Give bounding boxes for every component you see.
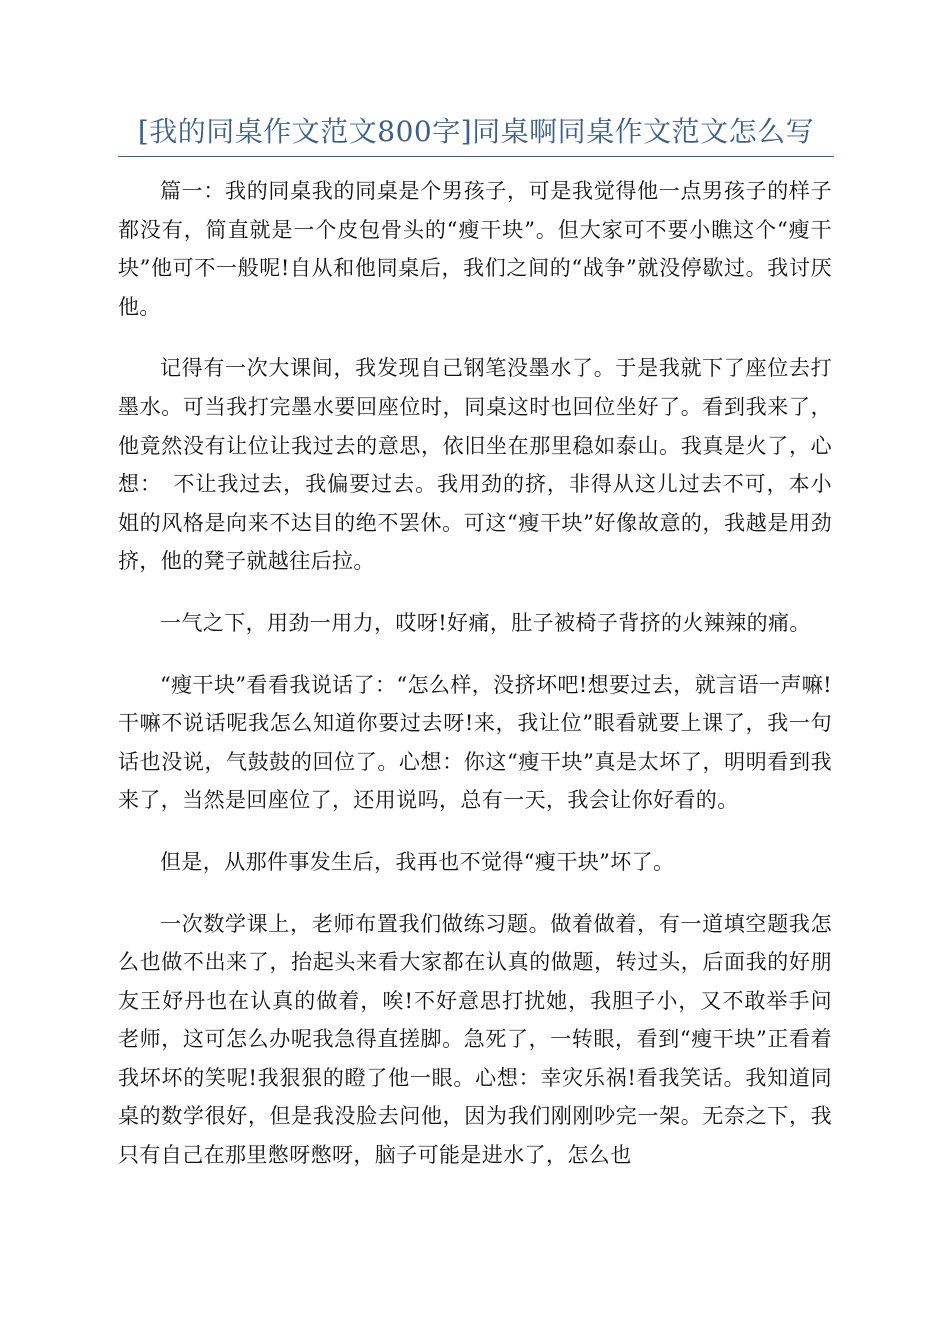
paragraph-5: 但是，从那件事发生后，我再也不觉得“瘦干块”坏了。	[160, 849, 675, 874]
document-title: [我的同桌作文范文800字]同桌啊同桌作文范文怎么写	[118, 112, 834, 157]
paragraph-3: 一气之下，用劲一用力，哎呀!好痛，肚子被椅子背挤的火辣辣的痛。	[160, 610, 811, 635]
paragraph-4: “瘦干块”看看我说话了：“怎么样，没挤坏吧!想要过去，就言语一声嘛!干嘛不说话呢我怎么知道你要过去呀!来，我让位”眼看就要上课了，我一句话也没说，气鼓鼓的回位了。心想：你这“瘦干块”真是太坏了，明明看到我来了，当然是回座位了，还用说吗，总有一天，我会让你好看的。	[118, 672, 832, 813]
paragraph-2: 记得有一次大课间，我发现自己钢笔没墨水了。于是我就下了座位去打墨水。可当我打完墨水要回座位时，同桌这时也回位坐好了。看到我来了，他竟然没有让位让我过去的意思，依旧坐在那里稳如泰山。我真是火了，心想： 不让我过去，我偏要过去。我用劲的挤，非得从这儿过去不可，本小姐的风格是向来不达目的绝不罢休。可这“瘦干块”好像故意的，我越是用劲挤，他的凳子就越往后拉。	[118, 356, 832, 574]
paragraph-6: 一次数学课上，老师布置我们做练习题。做着做着，有一道填空题我怎么也做不出来了，抬起头来看大家都在认真的做题，转过头，后面我的好朋友王妤丹也在认真的做着，唉!不好意思打扰她，我胆子小，又不敢举手问老师，这可怎么办呢我急得直搓脚。急死了，一转眼，看到“瘦干块”正看着我坏坏的笑呢!我狠狠的瞪了他一眼。心想：幸灾乐祸!看我笑话。我知道同桌的数学很好，但是我没脸去问他，因为我们刚刚吵完一架。无奈之下，我只有自己在那里憋呀憋呀，脑子可能是进水了，怎么也	[118, 911, 832, 1168]
paragraph-1: 篇一：我的同桌我的同桌是个男孩子，可是我觉得他一点男孩子的样子都没有，简直就是一个皮包骨头的“瘦干块”。但大家可不要小瞧这个“瘦干块”他可不一般呢!自从和他同桌后，我们之间的“战争”就没停歇过。我讨厌他。	[118, 179, 832, 319]
document-body	[118, 172, 832, 1198]
